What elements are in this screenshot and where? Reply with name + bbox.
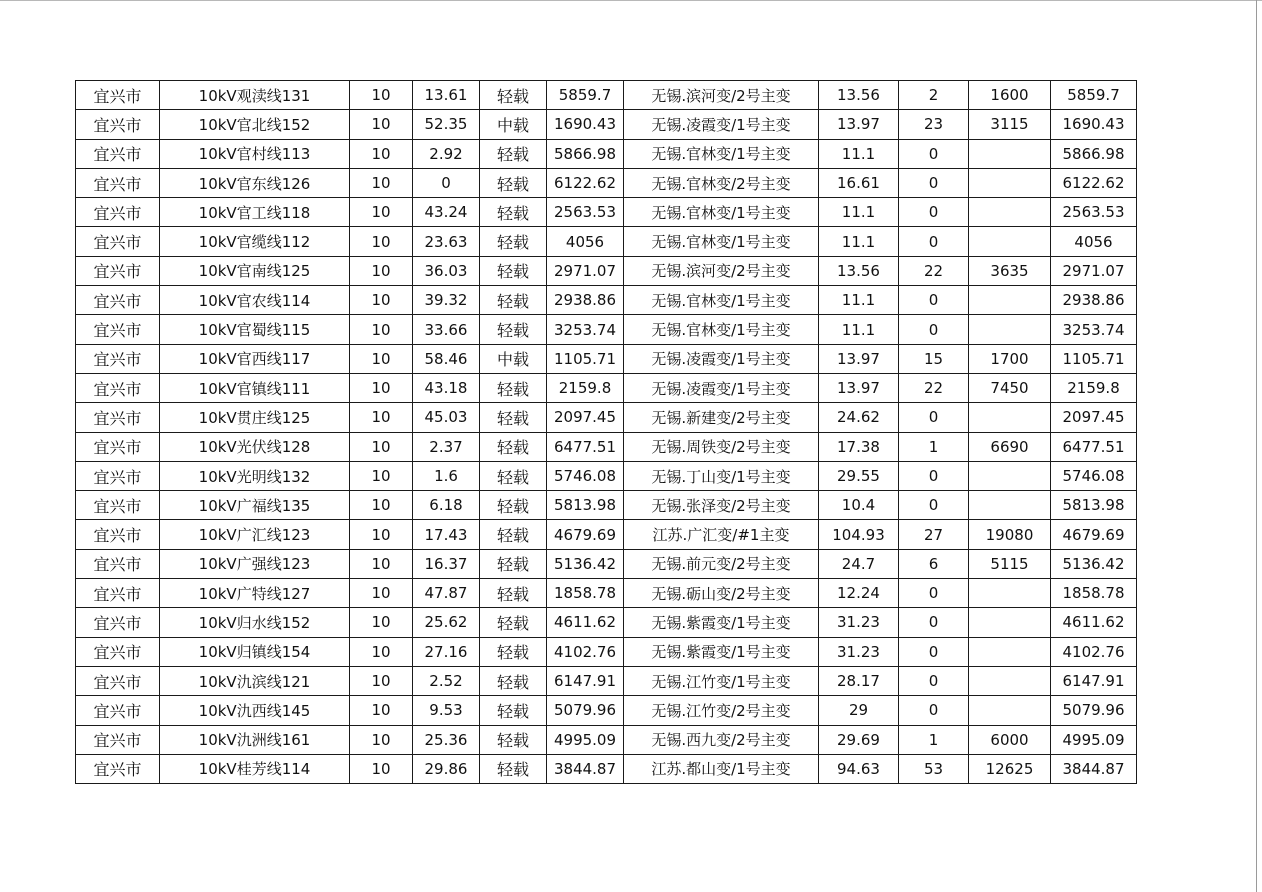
load-rate-cell: 43.24 (413, 198, 480, 227)
line-name-cell: 10kV官东线126 (160, 168, 350, 197)
line-name-cell: 10kV贯庄线125 (160, 403, 350, 432)
table-row (76, 139, 1137, 168)
city-cell: 宜兴市 (76, 637, 160, 666)
city-cell: 宜兴市 (76, 286, 160, 315)
table-row (76, 696, 1137, 725)
transformer-cell: 无锡.新建变/2号主变 (624, 403, 819, 432)
city-cell: 宜兴市 (76, 579, 160, 608)
transformer-cell: 无锡.紫霞变/1号主变 (624, 637, 819, 666)
line-name-cell: 10kV氿西线145 (160, 696, 350, 725)
load-rate-cell: 2.52 (413, 666, 480, 695)
count-cell: 0 (899, 286, 969, 315)
load-rate-cell: 0 (413, 168, 480, 197)
load-rate-cell: 27.16 (413, 637, 480, 666)
capacity-cell: 6477.51 (547, 432, 624, 461)
capacity-total-cell: 6000 (969, 725, 1051, 754)
line-name-cell: 10kV归镇线154 (160, 637, 350, 666)
line-name-cell: 10kV官蜀线115 (160, 315, 350, 344)
available-capacity-cell: 4102.76 (1051, 637, 1137, 666)
load-rate-cell: 2.92 (413, 139, 480, 168)
city-cell: 宜兴市 (76, 256, 160, 285)
transformer-cell: 无锡.凌霞变/1号主变 (624, 344, 819, 373)
count-cell: 22 (899, 373, 969, 402)
page-right-edge (1256, 0, 1257, 892)
line-name-cell: 10kV官南线125 (160, 256, 350, 285)
count-cell: 2 (899, 81, 969, 110)
transformer-cell: 无锡.砺山变/2号主变 (624, 579, 819, 608)
capacity-total-cell (969, 666, 1051, 695)
count-cell: 23 (899, 110, 969, 139)
load-rate-cell: 25.36 (413, 725, 480, 754)
available-capacity-cell: 6147.91 (1051, 666, 1137, 695)
table-row (76, 286, 1137, 315)
load-status-cell: 轻载 (480, 491, 547, 520)
load-status-cell: 轻载 (480, 315, 547, 344)
transformer-cell: 无锡.官林变/1号主变 (624, 227, 819, 256)
transformer-cell: 无锡.丁山变/1号主变 (624, 461, 819, 490)
transformer-cell: 无锡.周铁变/2号主变 (624, 432, 819, 461)
city-cell: 宜兴市 (76, 520, 160, 549)
count-cell: 1 (899, 725, 969, 754)
page-top-edge (0, 0, 1262, 1)
voltage-cell: 10 (350, 110, 413, 139)
city-cell: 宜兴市 (76, 725, 160, 754)
available-capacity-cell: 5079.96 (1051, 696, 1137, 725)
load-rate-cell: 36.03 (413, 256, 480, 285)
capacity-total-cell: 3635 (969, 256, 1051, 285)
load-status-cell: 轻载 (480, 579, 547, 608)
table-row (76, 110, 1137, 139)
count-cell: 0 (899, 403, 969, 432)
capacity-total-cell: 1600 (969, 81, 1051, 110)
count-cell: 1 (899, 432, 969, 461)
available-capacity-cell: 2159.8 (1051, 373, 1137, 402)
load-rate-cell: 16.37 (413, 549, 480, 578)
load-rate-cell: 52.35 (413, 110, 480, 139)
voltage-cell: 10 (350, 81, 413, 110)
capacity-total-cell (969, 315, 1051, 344)
count-cell: 0 (899, 637, 969, 666)
transformer-rate-cell: 24.7 (819, 549, 899, 578)
capacity-cell: 3844.87 (547, 754, 624, 783)
load-rate-cell: 33.66 (413, 315, 480, 344)
capacity-total-cell (969, 608, 1051, 637)
load-status-cell: 中载 (480, 344, 547, 373)
available-capacity-cell: 4679.69 (1051, 520, 1137, 549)
capacity-cell: 4102.76 (547, 637, 624, 666)
transformer-rate-cell: 13.56 (819, 256, 899, 285)
count-cell: 27 (899, 520, 969, 549)
capacity-cell: 4679.69 (547, 520, 624, 549)
capacity-cell: 6122.62 (547, 168, 624, 197)
capacity-cell: 5746.08 (547, 461, 624, 490)
available-capacity-cell: 1858.78 (1051, 579, 1137, 608)
capacity-total-cell: 6690 (969, 432, 1051, 461)
feeder-load-table (75, 80, 1137, 784)
line-name-cell: 10kV广福线135 (160, 491, 350, 520)
transformer-cell: 无锡.滨河变/2号主变 (624, 256, 819, 285)
voltage-cell: 10 (350, 168, 413, 197)
capacity-total-cell (969, 696, 1051, 725)
city-cell: 宜兴市 (76, 549, 160, 578)
load-status-cell: 轻载 (480, 373, 547, 402)
load-rate-cell: 45.03 (413, 403, 480, 432)
transformer-rate-cell: 13.56 (819, 81, 899, 110)
capacity-total-cell: 12625 (969, 754, 1051, 783)
capacity-total-cell (969, 579, 1051, 608)
load-status-cell: 轻载 (480, 403, 547, 432)
load-status-cell: 轻载 (480, 549, 547, 578)
voltage-cell: 10 (350, 608, 413, 637)
transformer-cell: 无锡.官林变/2号主变 (624, 168, 819, 197)
city-cell: 宜兴市 (76, 168, 160, 197)
voltage-cell: 10 (350, 666, 413, 695)
load-status-cell: 轻载 (480, 286, 547, 315)
transformer-rate-cell: 11.1 (819, 198, 899, 227)
line-name-cell: 10kV广汇线123 (160, 520, 350, 549)
voltage-cell: 10 (350, 579, 413, 608)
transformer-cell: 无锡.官林变/1号主变 (624, 315, 819, 344)
load-status-cell: 轻载 (480, 168, 547, 197)
available-capacity-cell: 5859.7 (1051, 81, 1137, 110)
table-row (76, 754, 1137, 783)
available-capacity-cell: 3844.87 (1051, 754, 1137, 783)
load-rate-cell: 17.43 (413, 520, 480, 549)
available-capacity-cell: 6477.51 (1051, 432, 1137, 461)
load-status-cell: 轻载 (480, 637, 547, 666)
capacity-cell: 2971.07 (547, 256, 624, 285)
city-cell: 宜兴市 (76, 110, 160, 139)
voltage-cell: 10 (350, 256, 413, 285)
capacity-total-cell (969, 286, 1051, 315)
capacity-cell: 2097.45 (547, 403, 624, 432)
capacity-cell: 4611.62 (547, 608, 624, 637)
table-row (76, 520, 1137, 549)
transformer-rate-cell: 17.38 (819, 432, 899, 461)
line-name-cell: 10kV广特线127 (160, 579, 350, 608)
available-capacity-cell: 2097.45 (1051, 403, 1137, 432)
available-capacity-cell: 5866.98 (1051, 139, 1137, 168)
transformer-cell: 无锡.江竹变/2号主变 (624, 696, 819, 725)
transformer-cell: 江苏.广汇变/#1主变 (624, 520, 819, 549)
transformer-rate-cell: 29.55 (819, 461, 899, 490)
capacity-total-cell (969, 168, 1051, 197)
count-cell: 15 (899, 344, 969, 373)
table-row (76, 549, 1137, 578)
load-status-cell: 轻载 (480, 666, 547, 695)
count-cell: 53 (899, 754, 969, 783)
voltage-cell: 10 (350, 344, 413, 373)
count-cell: 0 (899, 579, 969, 608)
voltage-cell: 10 (350, 461, 413, 490)
line-name-cell: 10kV氿洲线161 (160, 725, 350, 754)
transformer-rate-cell: 12.24 (819, 579, 899, 608)
transformer-rate-cell: 31.23 (819, 608, 899, 637)
table-row (76, 227, 1137, 256)
city-cell: 宜兴市 (76, 403, 160, 432)
table-row (76, 198, 1137, 227)
voltage-cell: 10 (350, 198, 413, 227)
capacity-total-cell (969, 198, 1051, 227)
line-name-cell: 10kV官村线113 (160, 139, 350, 168)
count-cell: 0 (899, 168, 969, 197)
table-row (76, 666, 1137, 695)
available-capacity-cell: 1690.43 (1051, 110, 1137, 139)
line-name-cell: 10kV光明线132 (160, 461, 350, 490)
capacity-total-cell (969, 403, 1051, 432)
count-cell: 0 (899, 491, 969, 520)
capacity-cell: 5079.96 (547, 696, 624, 725)
table-row (76, 168, 1137, 197)
capacity-cell: 5136.42 (547, 549, 624, 578)
voltage-cell: 10 (350, 549, 413, 578)
line-name-cell: 10kV官农线114 (160, 286, 350, 315)
load-rate-cell: 2.37 (413, 432, 480, 461)
available-capacity-cell: 1105.71 (1051, 344, 1137, 373)
capacity-cell: 5866.98 (547, 139, 624, 168)
transformer-cell: 无锡.西九变/2号主变 (624, 725, 819, 754)
line-name-cell: 10kV桂芳线114 (160, 754, 350, 783)
table-row (76, 344, 1137, 373)
transformer-rate-cell: 13.97 (819, 344, 899, 373)
load-status-cell: 轻载 (480, 432, 547, 461)
capacity-cell: 5859.7 (547, 81, 624, 110)
capacity-total-cell (969, 637, 1051, 666)
line-name-cell: 10kV广强线123 (160, 549, 350, 578)
transformer-cell: 无锡.张泽变/2号主变 (624, 491, 819, 520)
voltage-cell: 10 (350, 227, 413, 256)
city-cell: 宜兴市 (76, 344, 160, 373)
table-row (76, 432, 1137, 461)
capacity-total-cell (969, 461, 1051, 490)
count-cell: 0 (899, 666, 969, 695)
voltage-cell: 10 (350, 754, 413, 783)
transformer-rate-cell: 104.93 (819, 520, 899, 549)
load-status-cell: 轻载 (480, 608, 547, 637)
line-name-cell: 10kV官缆线112 (160, 227, 350, 256)
load-rate-cell: 58.46 (413, 344, 480, 373)
available-capacity-cell: 4995.09 (1051, 725, 1137, 754)
city-cell: 宜兴市 (76, 139, 160, 168)
available-capacity-cell: 2938.86 (1051, 286, 1137, 315)
table-row (76, 461, 1137, 490)
available-capacity-cell: 2971.07 (1051, 256, 1137, 285)
load-rate-cell: 43.18 (413, 373, 480, 402)
city-cell: 宜兴市 (76, 608, 160, 637)
table-row (76, 315, 1137, 344)
count-cell: 0 (899, 198, 969, 227)
transformer-rate-cell: 29.69 (819, 725, 899, 754)
load-rate-cell: 13.61 (413, 81, 480, 110)
transformer-cell: 无锡.凌霞变/1号主变 (624, 373, 819, 402)
transformer-rate-cell: 16.61 (819, 168, 899, 197)
line-name-cell: 10kV官北线152 (160, 110, 350, 139)
table-row (76, 373, 1137, 402)
load-rate-cell: 47.87 (413, 579, 480, 608)
table-row (76, 725, 1137, 754)
transformer-rate-cell: 11.1 (819, 139, 899, 168)
capacity-cell: 1858.78 (547, 579, 624, 608)
city-cell: 宜兴市 (76, 461, 160, 490)
capacity-total-cell: 7450 (969, 373, 1051, 402)
transformer-cell: 无锡.前元变/2号主变 (624, 549, 819, 578)
load-status-cell: 轻载 (480, 696, 547, 725)
city-cell: 宜兴市 (76, 315, 160, 344)
voltage-cell: 10 (350, 696, 413, 725)
load-status-cell: 轻载 (480, 256, 547, 285)
city-cell: 宜兴市 (76, 696, 160, 725)
transformer-rate-cell: 31.23 (819, 637, 899, 666)
capacity-cell: 2563.53 (547, 198, 624, 227)
load-rate-cell: 25.62 (413, 608, 480, 637)
city-cell: 宜兴市 (76, 754, 160, 783)
count-cell: 0 (899, 608, 969, 637)
table-row (76, 579, 1137, 608)
transformer-cell: 无锡.紫霞变/1号主变 (624, 608, 819, 637)
capacity-cell: 4056 (547, 227, 624, 256)
available-capacity-cell: 6122.62 (1051, 168, 1137, 197)
city-cell: 宜兴市 (76, 198, 160, 227)
capacity-cell: 2938.86 (547, 286, 624, 315)
available-capacity-cell: 5813.98 (1051, 491, 1137, 520)
transformer-cell: 无锡.官林变/1号主变 (624, 139, 819, 168)
transformer-cell: 无锡.江竹变/1号主变 (624, 666, 819, 695)
transformer-rate-cell: 11.1 (819, 227, 899, 256)
capacity-total-cell: 19080 (969, 520, 1051, 549)
table-row (76, 403, 1137, 432)
capacity-total-cell: 5115 (969, 549, 1051, 578)
capacity-cell: 2159.8 (547, 373, 624, 402)
available-capacity-cell: 4056 (1051, 227, 1137, 256)
transformer-rate-cell: 29 (819, 696, 899, 725)
transformer-rate-cell: 10.4 (819, 491, 899, 520)
transformer-cell: 江苏.都山变/1号主变 (624, 754, 819, 783)
line-name-cell: 10kV官西线117 (160, 344, 350, 373)
transformer-cell: 无锡.滨河变/2号主变 (624, 81, 819, 110)
capacity-total-cell (969, 139, 1051, 168)
line-name-cell: 10kV官工线118 (160, 198, 350, 227)
count-cell: 6 (899, 549, 969, 578)
voltage-cell: 10 (350, 286, 413, 315)
transformer-rate-cell: 11.1 (819, 286, 899, 315)
available-capacity-cell: 3253.74 (1051, 315, 1137, 344)
load-rate-cell: 39.32 (413, 286, 480, 315)
voltage-cell: 10 (350, 432, 413, 461)
capacity-cell: 1105.71 (547, 344, 624, 373)
available-capacity-cell: 4611.62 (1051, 608, 1137, 637)
capacity-cell: 1690.43 (547, 110, 624, 139)
table-row (76, 491, 1137, 520)
transformer-cell: 无锡.官林变/1号主变 (624, 198, 819, 227)
line-name-cell: 10kV归水线152 (160, 608, 350, 637)
transformer-rate-cell: 94.63 (819, 754, 899, 783)
capacity-total-cell: 1700 (969, 344, 1051, 373)
capacity-cell: 6147.91 (547, 666, 624, 695)
transformer-cell: 无锡.凌霞变/1号主变 (624, 110, 819, 139)
city-cell: 宜兴市 (76, 666, 160, 695)
available-capacity-cell: 2563.53 (1051, 198, 1137, 227)
voltage-cell: 10 (350, 403, 413, 432)
voltage-cell: 10 (350, 139, 413, 168)
load-rate-cell: 9.53 (413, 696, 480, 725)
transformer-rate-cell: 28.17 (819, 666, 899, 695)
load-status-cell: 轻载 (480, 227, 547, 256)
line-name-cell: 10kV观渎线131 (160, 81, 350, 110)
capacity-total-cell: 3115 (969, 110, 1051, 139)
load-status-cell: 轻载 (480, 520, 547, 549)
transformer-rate-cell: 13.97 (819, 110, 899, 139)
load-rate-cell: 23.63 (413, 227, 480, 256)
count-cell: 0 (899, 461, 969, 490)
load-status-cell: 轻载 (480, 139, 547, 168)
count-cell: 0 (899, 227, 969, 256)
count-cell: 0 (899, 139, 969, 168)
voltage-cell: 10 (350, 315, 413, 344)
line-name-cell: 10kV光伏线128 (160, 432, 350, 461)
load-rate-cell: 6.18 (413, 491, 480, 520)
transformer-cell: 无锡.官林变/1号主变 (624, 286, 819, 315)
capacity-total-cell (969, 491, 1051, 520)
load-rate-cell: 1.6 (413, 461, 480, 490)
capacity-cell: 5813.98 (547, 491, 624, 520)
transformer-rate-cell: 24.62 (819, 403, 899, 432)
table-row (76, 256, 1137, 285)
table-row (76, 637, 1137, 666)
voltage-cell: 10 (350, 491, 413, 520)
city-cell: 宜兴市 (76, 373, 160, 402)
available-capacity-cell: 5746.08 (1051, 461, 1137, 490)
transformer-rate-cell: 13.97 (819, 373, 899, 402)
table-row (76, 81, 1137, 110)
voltage-cell: 10 (350, 373, 413, 402)
capacity-cell: 4995.09 (547, 725, 624, 754)
city-cell: 宜兴市 (76, 81, 160, 110)
table-body (76, 81, 1137, 784)
load-status-cell: 轻载 (480, 198, 547, 227)
load-status-cell: 轻载 (480, 461, 547, 490)
table-row (76, 608, 1137, 637)
count-cell: 0 (899, 315, 969, 344)
load-status-cell: 轻载 (480, 725, 547, 754)
city-cell: 宜兴市 (76, 432, 160, 461)
line-name-cell: 10kV官镇线111 (160, 373, 350, 402)
load-status-cell: 轻载 (480, 81, 547, 110)
transformer-rate-cell: 11.1 (819, 315, 899, 344)
capacity-total-cell (969, 227, 1051, 256)
load-status-cell: 轻载 (480, 754, 547, 783)
city-cell: 宜兴市 (76, 491, 160, 520)
capacity-cell: 3253.74 (547, 315, 624, 344)
city-cell: 宜兴市 (76, 227, 160, 256)
voltage-cell: 10 (350, 520, 413, 549)
line-name-cell: 10kV氿滨线121 (160, 666, 350, 695)
load-status-cell: 中载 (480, 110, 547, 139)
count-cell: 0 (899, 696, 969, 725)
available-capacity-cell: 5136.42 (1051, 549, 1137, 578)
voltage-cell: 10 (350, 637, 413, 666)
voltage-cell: 10 (350, 725, 413, 754)
count-cell: 22 (899, 256, 969, 285)
load-rate-cell: 29.86 (413, 754, 480, 783)
